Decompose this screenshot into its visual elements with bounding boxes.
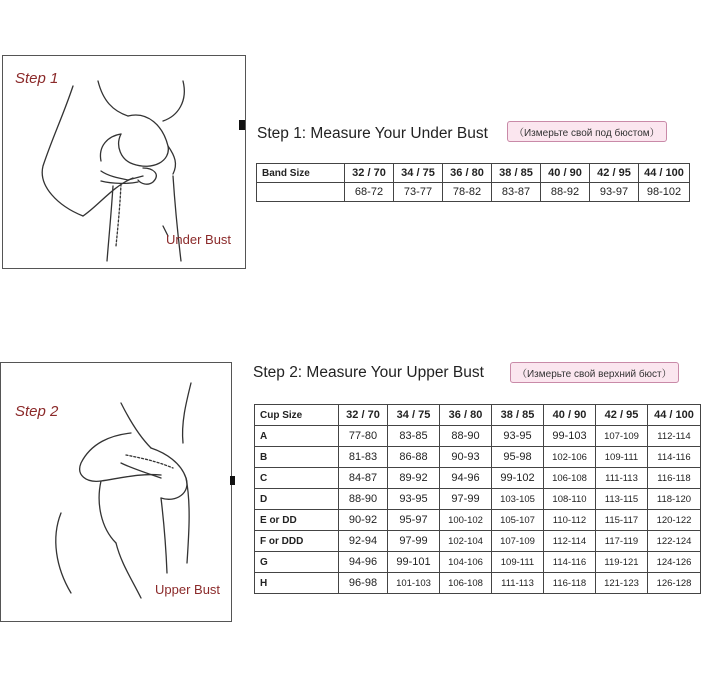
table-cell: 114-116 (544, 552, 596, 573)
table-cell (257, 183, 345, 202)
table-cell: 108-110 (544, 489, 596, 510)
cup-size-cell: D (255, 489, 339, 510)
cup-size-cell: F or DDD (255, 531, 339, 552)
table-cell: 93-97 (590, 183, 639, 202)
column-header: 44 / 100 (639, 164, 690, 183)
cup-size-cell: B (255, 447, 339, 468)
table-header-row (257, 164, 690, 183)
table-row (255, 489, 701, 510)
step1-illustration-panel (2, 55, 246, 269)
table-cell: 107-109 (596, 426, 648, 447)
table-cell: 116-118 (544, 573, 596, 594)
table-cell: 114-116 (648, 447, 701, 468)
table-cell: 89-92 (388, 468, 440, 489)
table-cell: 112-114 (648, 426, 701, 447)
table-cell: 112-114 (544, 531, 596, 552)
column-header: 44 / 100 (648, 405, 701, 426)
table-cell: 107-109 (492, 531, 544, 552)
cup-size-header: Cup Size (255, 405, 339, 426)
table-cell: 94-96 (440, 468, 492, 489)
step2-heading: Step 2: Measure Your Upper Bust (253, 364, 484, 381)
table-cell: 106-108 (544, 468, 596, 489)
table-cell: 81-83 (339, 447, 388, 468)
table-cell: 124-126 (648, 552, 701, 573)
table-cell: 116-118 (648, 468, 701, 489)
table-cell: 78-82 (443, 183, 492, 202)
table-cell: 119-121 (596, 552, 648, 573)
table-cell: 103-105 (492, 489, 544, 510)
table-cell: 68-72 (345, 183, 394, 202)
table-header-row (255, 405, 701, 426)
column-header: 40 / 90 (544, 405, 596, 426)
table-cell: 95-97 (388, 510, 440, 531)
cup-size-cell: C (255, 468, 339, 489)
table-cell: 109-111 (596, 447, 648, 468)
table-cell: 102-106 (544, 447, 596, 468)
table-row (255, 510, 701, 531)
table-cell: 104-106 (440, 552, 492, 573)
band-size-table (256, 163, 690, 202)
table-cell: 88-90 (339, 489, 388, 510)
table-cell: 93-95 (388, 489, 440, 510)
column-header: 36 / 80 (440, 405, 492, 426)
table-cell: 77-80 (339, 426, 388, 447)
table-cell: 97-99 (440, 489, 492, 510)
table-cell: 109-111 (492, 552, 544, 573)
table-row (255, 447, 701, 468)
table-cell: 100-102 (440, 510, 492, 531)
table-cell: 97-99 (388, 531, 440, 552)
column-header: 32 / 70 (345, 164, 394, 183)
step1-marker (239, 120, 245, 130)
step1-russian-badge: （Измерьте свой под бюстом） (507, 121, 667, 142)
table-cell: 98-102 (639, 183, 690, 202)
upper-bust-label: Upper Bust (155, 582, 221, 597)
table-cell: 90-93 (440, 447, 492, 468)
table-cell: 86-88 (388, 447, 440, 468)
table-row (255, 426, 701, 447)
cup-size-cell: H (255, 573, 339, 594)
table-cell: 113-115 (596, 489, 648, 510)
table-cell: 84-87 (339, 468, 388, 489)
table-cell: 106-108 (440, 573, 492, 594)
table-cell: 102-104 (440, 531, 492, 552)
table-cell: 118-120 (648, 489, 701, 510)
table-cell: 122-124 (648, 531, 701, 552)
table-cell: 90-92 (339, 510, 388, 531)
table-cell: 83-87 (492, 183, 541, 202)
table-cell: 92-94 (339, 531, 388, 552)
table-cell: 83-85 (388, 426, 440, 447)
cup-size-cell: G (255, 552, 339, 573)
under-bust-label: Under Bust (166, 232, 232, 247)
table-cell: 88-92 (541, 183, 590, 202)
cup-rows (255, 426, 701, 594)
step1-label: Step 1 (15, 70, 59, 87)
table-cell: 105-107 (492, 510, 544, 531)
table-cell: 121-123 (596, 573, 648, 594)
table-cell: 96-98 (339, 573, 388, 594)
table-row (257, 183, 690, 202)
table-cell: 99-103 (544, 426, 596, 447)
table-row (255, 468, 701, 489)
table-cell: 101-103 (388, 573, 440, 594)
column-header: 36 / 80 (443, 164, 492, 183)
column-header: 34 / 75 (394, 164, 443, 183)
table-row (255, 531, 701, 552)
step2-marker (230, 476, 235, 485)
column-header: 38 / 85 (492, 164, 541, 183)
table-cell: 111-113 (492, 573, 544, 594)
cup-size-cell: A (255, 426, 339, 447)
column-header: 42 / 95 (596, 405, 648, 426)
column-header: 34 / 75 (388, 405, 440, 426)
band-size-header: Band Size (257, 164, 345, 183)
table-cell: 88-90 (440, 426, 492, 447)
table-cell: 99-101 (388, 552, 440, 573)
table-row (255, 552, 701, 573)
table-cell: 115-117 (596, 510, 648, 531)
column-header: 42 / 95 (590, 164, 639, 183)
table-cell: 95-98 (492, 447, 544, 468)
table-cell: 94-96 (339, 552, 388, 573)
table-cell: 93-95 (492, 426, 544, 447)
table-cell: 99-102 (492, 468, 544, 489)
column-header: 32 / 70 (339, 405, 388, 426)
step1-heading: Step 1: Measure Your Under Bust (257, 125, 488, 142)
table-cell: 111-113 (596, 468, 648, 489)
table-cell: 126-128 (648, 573, 701, 594)
cup-size-cell: E or DD (255, 510, 339, 531)
table-cell: 117-119 (596, 531, 648, 552)
step2-label: Step 2 (15, 403, 59, 420)
column-header: 40 / 90 (541, 164, 590, 183)
table-cell: 73-77 (394, 183, 443, 202)
step2-russian-badge: （Измерьте свой верхний бюст） (510, 362, 679, 383)
column-header: 38 / 85 (492, 405, 544, 426)
table-cell: 120-122 (648, 510, 701, 531)
step2-illustration-panel (0, 362, 232, 622)
table-row (255, 573, 701, 594)
cup-size-table (254, 404, 701, 594)
table-cell: 110-112 (544, 510, 596, 531)
